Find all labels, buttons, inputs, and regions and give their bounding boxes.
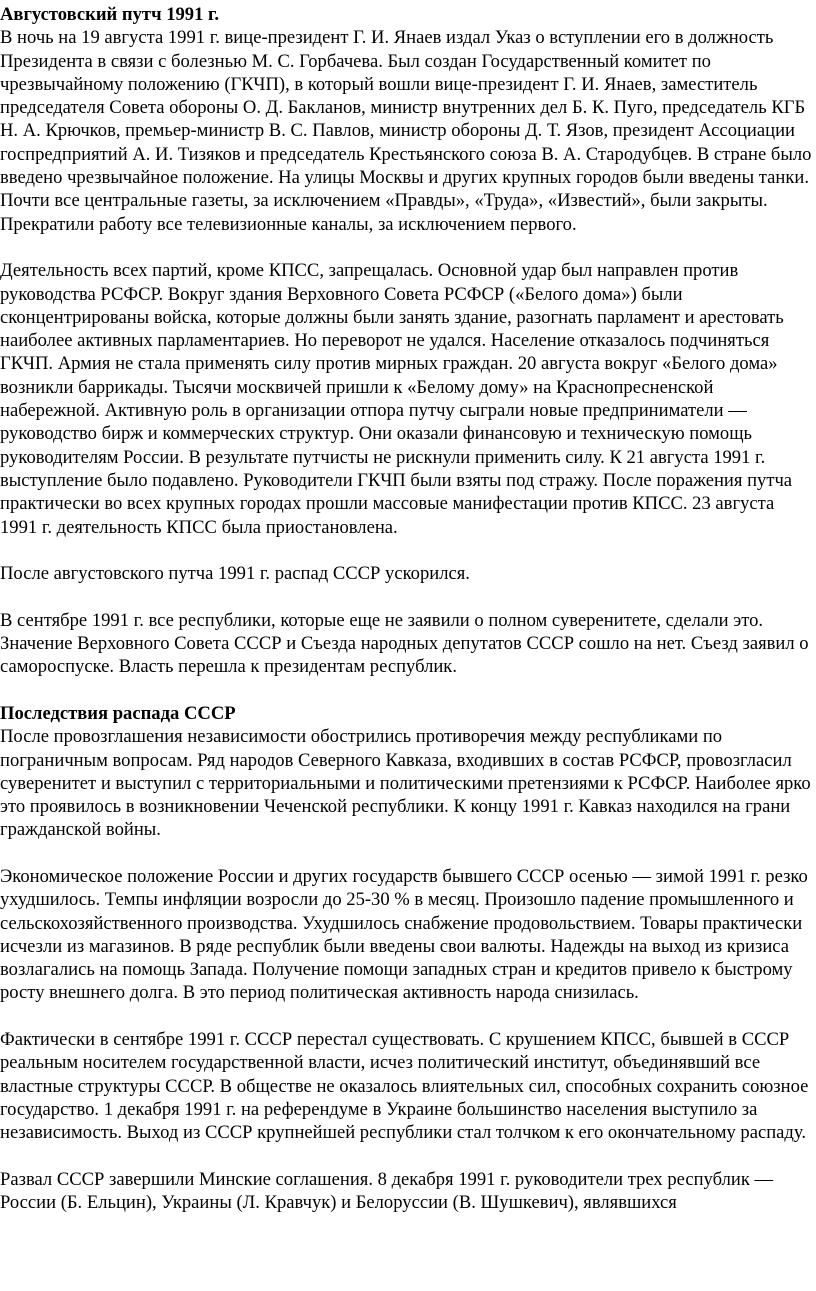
document-page [0,3,816,1291]
section-heading: Августовский путч 1991 г. [0,4,220,25]
paragraph: Фактически в сентябре 1991 г. СССР перестал существовать. С крушением КПСС, бывшей в СССР реальным носителем государственной власти, исчез политический институт, объединявший все властные структуры СССР. В обществе не оказалось влиятельных сил, способных сохранить союзное государство. 1 декабря 1991 г. на референдуме в Украине большинство населения выступило за независимость. Выход из СССР крупнейшей республики стал толчком к его окончательному распаду. [0,1029,809,1144]
section-consequences [0,702,816,1215]
paragraph: После провозглашения независимости обострились противоречия между республиками по пограничным вопросам. Ряд народов Северного Кавказа, входивших в состав РСФСР, провозгласил суверенитет и выступил с территориальными и политическими претензиями к РСФСР. Наиболее ярко это проявилось в возникновении Чеченской республики. К концу 1991 г. Кавказ находился на грани гражданской войны. [0,726,811,841]
paragraph: После августовского путча 1991 г. распад СССР ускорился. [0,563,470,585]
paragraph: Экономическое положение России и других государств бывшего СССР осенью — зимой 1991 г. резко ухудшилось. Темпы инфляции возросли до 25-30 % в месяц. Произошло падение промышленного и сельскохозяйственного производства. Ухудшилось снабжение продовольствием. Товары практически исчезли из магазинов. В ряде республик были введены свои валюты. Надежды на выход из кризиса возлагались на помощь Запада. Получение помощи западных стран и кредитов привело к быстрому росту внешнего долга. В это период политическая активность народа снизилась. [0,865,808,1004]
paragraph: Развал СССР завершили Минские соглашения. 8 декабря 1991 г. руководители трех республик — России (Б. Ельцин), Украины (Л. Кравчук) и Белоруссии (В. Шушкевич), являвшихся [0,1168,774,1214]
paragraph: В ночь на 19 августа 1991 г. вице-президент Г. И. Янаев издал Указ о вступлении его в должность Президента в связи с болезнью М. С. Горбачева. Был создан Государственный комитет по чрезвычайному положению (ГКЧП), в который вошли вице-президент Г. И. Янаев, заместитель председателя Совета обороны О. Д. Бакланов, министр внутренних дел Б. К. Пуго, председатель КГБ Н. А. Крючков, премьер-министр В. С. Павлов, министр обороны Д. Т. Язов, президент Ассоциации госпредприятий А. И. Тизяков и председатель Крестьянского союза В. А. Стародубцев. В стране было введено чрезвычайное положение. На улицы Москвы и других крупных городов были введены танки. Почти все центральные газеты, за исключением «Правды», «Труда», «Известий», были закрыты. Прекратили работу все телевизионные каналы, за исключением первого. [0,27,812,235]
section-august-coup [0,3,816,679]
paragraph: В сентябре 1991 г. все республики, которые еще не заявили о полном суверенитете, сделали это. Значение Верховного Совета СССР и Съезда народных депутатов СССР сошло на нет. Съезд заявил о самороспуске. Власть перешла к президентам республик. [0,609,809,678]
section-heading: Последствия распада СССР [0,702,236,724]
paragraph: Деятельность всех партий, кроме КПСС, запрещалась. Основной удар был направлен против руководства РСФСР. Вокруг здания Верховного Совета РСФСР («Белого дома») были сконцентрированы войска, которые должны были занять здание, разогнать парламент и арестовать наиболее активных парламентариев. Но переворот не удался. Население отказалось подчиняться ГКЧП. Армия не стала применять силу против мирных граждан. 20 августа вокруг «Белого дома» возникли баррикады. Тысячи москвичей пришли к «Белому дому» на Краснопресненской набережной. Активную роль в организации отпора путчу сыграли новые предприниматели — руководство бирж и коммерческих структур. Они оказали финансовую и техническую помощь руководителям России. В результате путчисты не рискнули применить силу. К 21 августа 1991 г. выступление было подавлено. Руководители ГКЧП были взяты под стражу. После поражения путча практически во всех крупных городах прошли массовые манифестации против КПСС. 23 августа 1991 г. деятельность КПСС была приостановлена. [0,260,793,538]
